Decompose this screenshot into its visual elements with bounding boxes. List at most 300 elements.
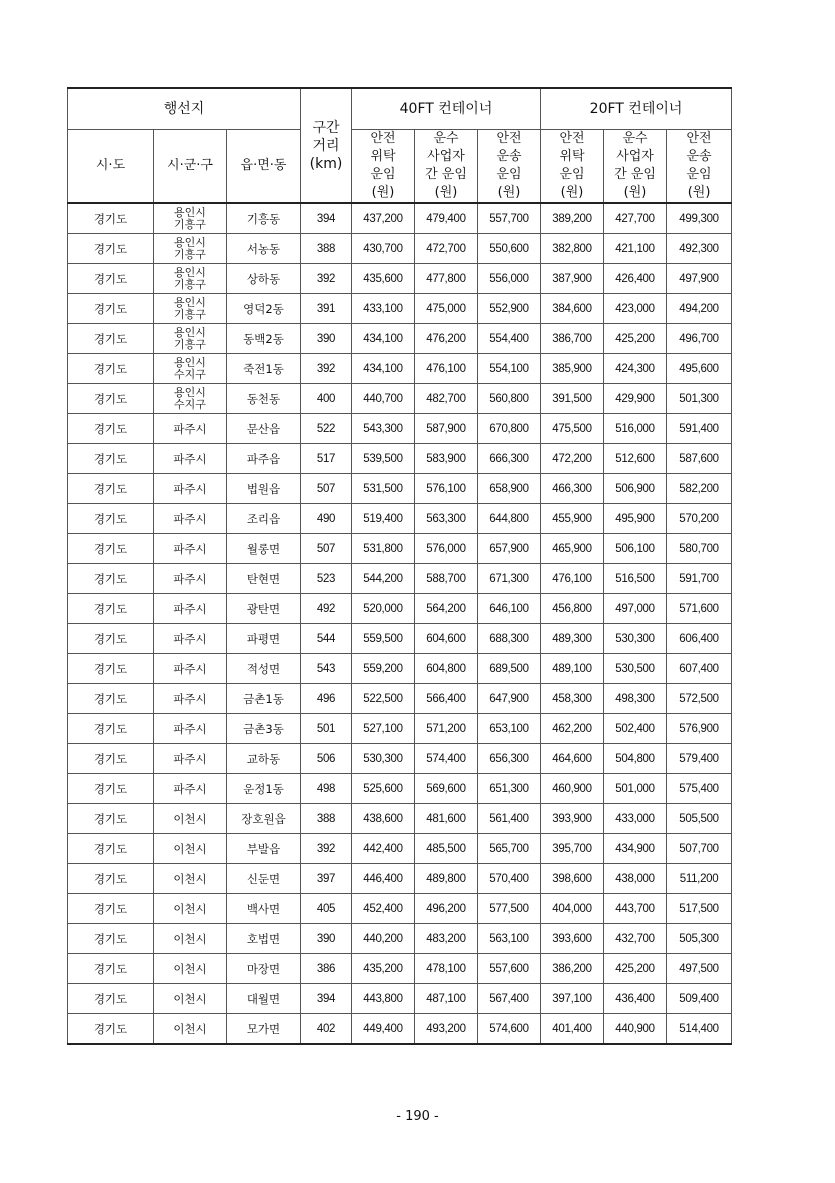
table-row bbox=[68, 414, 732, 444]
ft20-between-rate-cell: 426,400 bbox=[604, 264, 667, 294]
distance-cell: 490 bbox=[301, 504, 352, 534]
ft40-consign-rate-cell: 522,500 bbox=[352, 684, 415, 714]
distance-cell: 501 bbox=[301, 714, 352, 744]
ft40-between-rate-cell: 478,100 bbox=[415, 954, 478, 984]
sigungu-cell: 이천시 bbox=[154, 894, 227, 924]
ft40-consign-rate-cell: 430,700 bbox=[352, 234, 415, 264]
ft40-between-rate-cell: 481,600 bbox=[415, 804, 478, 834]
eupmyeondong-cell: 장호원읍 bbox=[227, 804, 301, 834]
eupmyeondong-cell: 기흥동 bbox=[227, 203, 301, 234]
sido-cell: 경기도 bbox=[68, 504, 154, 534]
distance-cell: 544 bbox=[301, 624, 352, 654]
ft20-between-rate-cell: 497,000 bbox=[604, 594, 667, 624]
ft20-transport-rate-cell: 501,300 bbox=[667, 384, 732, 414]
sido-cell: 경기도 bbox=[68, 984, 154, 1014]
ft40-transport-rate-cell: 666,300 bbox=[478, 444, 541, 474]
ft20-between-rate-cell: 423,000 bbox=[604, 294, 667, 324]
sido-cell: 경기도 bbox=[68, 564, 154, 594]
ft20-consign-rate-cell: 386,700 bbox=[541, 324, 604, 354]
ft20-between-rate-cell: 438,000 bbox=[604, 864, 667, 894]
ft20-between-rate-cell: 429,900 bbox=[604, 384, 667, 414]
ft40-transport-rate-cell: 557,600 bbox=[478, 954, 541, 984]
ft40-between-rate-cell: 476,200 bbox=[415, 324, 478, 354]
table-row bbox=[68, 444, 732, 474]
eupmyeondong-cell: 월롱면 bbox=[227, 534, 301, 564]
ft40-between-rate-cell: 566,400 bbox=[415, 684, 478, 714]
ft40-transport-rate-cell: 688,300 bbox=[478, 624, 541, 654]
eupmyeondong-header: 읍·면·동 bbox=[227, 130, 301, 204]
sido-cell: 경기도 bbox=[68, 444, 154, 474]
distance-cell: 496 bbox=[301, 684, 352, 714]
ft20-consign-rate-cell: 393,600 bbox=[541, 924, 604, 954]
ft20-transport-rate-cell: 509,400 bbox=[667, 984, 732, 1014]
table-row bbox=[68, 324, 732, 354]
ft40-consign-rate-cell: 539,500 bbox=[352, 444, 415, 474]
ft20-between-rate-cell: 502,400 bbox=[604, 714, 667, 744]
ft40-consign-rate-cell: 443,800 bbox=[352, 984, 415, 1014]
sido-cell: 경기도 bbox=[68, 474, 154, 504]
eupmyeondong-cell: 부발읍 bbox=[227, 834, 301, 864]
sido-cell: 경기도 bbox=[68, 684, 154, 714]
sido-cell: 경기도 bbox=[68, 264, 154, 294]
ft40-transport-rate-cell: 567,400 bbox=[478, 984, 541, 1014]
ft40-between-rate-cell: 576,000 bbox=[415, 534, 478, 564]
ft40-between-rate-cell: 489,800 bbox=[415, 864, 478, 894]
table-row bbox=[68, 834, 732, 864]
ft20-transport-rate-cell: 492,300 bbox=[667, 234, 732, 264]
ft20-transport-rate-cell: 505,300 bbox=[667, 924, 732, 954]
eupmyeondong-cell: 파주읍 bbox=[227, 444, 301, 474]
ft40-consign-rate-cell: 452,400 bbox=[352, 894, 415, 924]
ft40-between-rate-cell: 476,100 bbox=[415, 354, 478, 384]
table-row bbox=[68, 684, 732, 714]
eupmyeondong-cell: 동천동 bbox=[227, 384, 301, 414]
sido-cell: 경기도 bbox=[68, 294, 154, 324]
sigungu-cell: 파주시 bbox=[154, 774, 227, 804]
sido-cell: 경기도 bbox=[68, 954, 154, 984]
table-row bbox=[68, 954, 732, 984]
ft20-consign-rate-cell: 385,900 bbox=[541, 354, 604, 384]
sido-cell: 경기도 bbox=[68, 864, 154, 894]
table-row bbox=[68, 534, 732, 564]
ft40-consign-rate-cell: 440,700 bbox=[352, 384, 415, 414]
ft40-consign-rate-cell: 435,200 bbox=[352, 954, 415, 984]
distance-cell: 405 bbox=[301, 894, 352, 924]
sido-cell: 경기도 bbox=[68, 324, 154, 354]
distance-cell: 507 bbox=[301, 534, 352, 564]
sigungu-cell: 파주시 bbox=[154, 624, 227, 654]
ft40-container-header: 40FT 컨테이너 bbox=[352, 88, 541, 130]
distance-cell: 523 bbox=[301, 564, 352, 594]
ft40-transport-rate-cell: 656,300 bbox=[478, 744, 541, 774]
eupmyeondong-cell: 광탄면 bbox=[227, 594, 301, 624]
eupmyeondong-cell: 탄현면 bbox=[227, 564, 301, 594]
ft40-between-rate-cell: 487,100 bbox=[415, 984, 478, 1014]
table-row bbox=[68, 384, 732, 414]
ft20-consign-rate-cell: 489,100 bbox=[541, 654, 604, 684]
distance-header: 구간 거리 (km) bbox=[301, 88, 352, 203]
ft20-between-rate-cell: 427,700 bbox=[604, 203, 667, 234]
ft40-between-rate-cell: 472,700 bbox=[415, 234, 478, 264]
ft40-between-rate-cell: 604,800 bbox=[415, 654, 478, 684]
eupmyeondong-cell: 교하동 bbox=[227, 744, 301, 774]
ft20-transport-rate-cell: 572,500 bbox=[667, 684, 732, 714]
table-row bbox=[68, 804, 732, 834]
ft40-transport-rate-cell: 647,900 bbox=[478, 684, 541, 714]
ft20-consign-rate-cell: 489,300 bbox=[541, 624, 604, 654]
distance-cell: 543 bbox=[301, 654, 352, 684]
ft40-between-rate-cell: 493,200 bbox=[415, 1014, 478, 1045]
table-row bbox=[68, 714, 732, 744]
ft20-consign-rate-cell: 382,800 bbox=[541, 234, 604, 264]
table-row bbox=[68, 203, 732, 234]
ft20-transport-rate-cell: 517,500 bbox=[667, 894, 732, 924]
distance-cell: 517 bbox=[301, 444, 352, 474]
ft40-consign-rate-cell: 531,800 bbox=[352, 534, 415, 564]
table-row bbox=[68, 294, 732, 324]
ft20-consign-rate-cell: 462,200 bbox=[541, 714, 604, 744]
ft40-transport-rate-cell: 689,500 bbox=[478, 654, 541, 684]
ft20-consign-rate-cell: 393,900 bbox=[541, 804, 604, 834]
ft40-between-rate-cell: 485,500 bbox=[415, 834, 478, 864]
sigungu-cell: 파주시 bbox=[154, 444, 227, 474]
eupmyeondong-cell: 법원읍 bbox=[227, 474, 301, 504]
ft20-between-rate-cell: 421,100 bbox=[604, 234, 667, 264]
sido-cell: 경기도 bbox=[68, 1014, 154, 1045]
ft20-transport-rate-cell: 571,600 bbox=[667, 594, 732, 624]
eupmyeondong-cell: 신둔면 bbox=[227, 864, 301, 894]
ft20-transport-rate-cell: 591,700 bbox=[667, 564, 732, 594]
ft20-consign-rate-cell: 458,300 bbox=[541, 684, 604, 714]
sigungu-cell: 파주시 bbox=[154, 594, 227, 624]
ft20-consign-rate-cell: 401,400 bbox=[541, 1014, 604, 1045]
ft40-transport-rate-cell: 646,100 bbox=[478, 594, 541, 624]
ft40-consign-rate-cell: 519,400 bbox=[352, 504, 415, 534]
sido-cell: 경기도 bbox=[68, 774, 154, 804]
distance-cell: 388 bbox=[301, 804, 352, 834]
sido-cell: 경기도 bbox=[68, 594, 154, 624]
sido-header: 시·도 bbox=[68, 130, 154, 204]
ft40-consign-rate-cell: 543,300 bbox=[352, 414, 415, 444]
ft40-consign-rate-cell: 527,100 bbox=[352, 714, 415, 744]
eupmyeondong-cell: 죽전1동 bbox=[227, 354, 301, 384]
ft20-consign-rate-cell: 397,100 bbox=[541, 984, 604, 1014]
ft20-consign-rate-cell: 391,500 bbox=[541, 384, 604, 414]
ft20-between-rate-header: 운수 사업자 간 운임 (원) bbox=[604, 130, 667, 204]
table-row bbox=[68, 894, 732, 924]
ft20-between-rate-cell: 424,300 bbox=[604, 354, 667, 384]
ft40-between-rate-cell: 496,200 bbox=[415, 894, 478, 924]
distance-cell: 392 bbox=[301, 834, 352, 864]
ft40-transport-rate-cell: 565,700 bbox=[478, 834, 541, 864]
eupmyeondong-cell: 금촌3동 bbox=[227, 714, 301, 744]
ft40-between-rate-cell: 563,300 bbox=[415, 504, 478, 534]
ft20-between-rate-cell: 506,100 bbox=[604, 534, 667, 564]
ft40-between-rate-cell: 587,900 bbox=[415, 414, 478, 444]
sigungu-cell: 파주시 bbox=[154, 414, 227, 444]
ft20-consign-rate-header: 안전 위탁 운임 (원) bbox=[541, 130, 604, 204]
eupmyeondong-cell: 백사면 bbox=[227, 894, 301, 924]
ft20-transport-rate-cell: 607,400 bbox=[667, 654, 732, 684]
distance-cell: 390 bbox=[301, 924, 352, 954]
ft40-transport-rate-cell: 556,000 bbox=[478, 264, 541, 294]
ft40-transport-rate-cell: 644,800 bbox=[478, 504, 541, 534]
ft20-consign-rate-cell: 466,300 bbox=[541, 474, 604, 504]
sigungu-header: 시·군·구 bbox=[154, 130, 227, 204]
ft40-transport-rate-cell: 651,300 bbox=[478, 774, 541, 804]
ft40-consign-rate-header: 안전 위탁 운임 (원) bbox=[352, 130, 415, 204]
ft20-consign-rate-cell: 456,800 bbox=[541, 594, 604, 624]
ft20-transport-rate-cell: 591,400 bbox=[667, 414, 732, 444]
ft20-between-rate-cell: 501,000 bbox=[604, 774, 667, 804]
ft20-consign-rate-cell: 398,600 bbox=[541, 864, 604, 894]
ft20-consign-rate-cell: 465,900 bbox=[541, 534, 604, 564]
ft40-transport-rate-cell: 574,600 bbox=[478, 1014, 541, 1045]
ft20-between-rate-cell: 516,000 bbox=[604, 414, 667, 444]
ft40-consign-rate-cell: 449,400 bbox=[352, 1014, 415, 1045]
freight-rate-table bbox=[67, 87, 732, 1045]
ft20-between-rate-cell: 440,900 bbox=[604, 1014, 667, 1045]
ft40-consign-rate-cell: 433,100 bbox=[352, 294, 415, 324]
ft40-between-rate-cell: 574,400 bbox=[415, 744, 478, 774]
sigungu-cell: 이천시 bbox=[154, 984, 227, 1014]
distance-cell: 391 bbox=[301, 294, 352, 324]
table-row bbox=[68, 984, 732, 1014]
sido-cell: 경기도 bbox=[68, 234, 154, 264]
ft20-between-rate-cell: 443,700 bbox=[604, 894, 667, 924]
sigungu-cell: 이천시 bbox=[154, 1014, 227, 1045]
ft40-transport-rate-cell: 554,400 bbox=[478, 324, 541, 354]
ft20-consign-rate-cell: 475,500 bbox=[541, 414, 604, 444]
ft40-transport-rate-cell: 561,400 bbox=[478, 804, 541, 834]
ft40-between-rate-cell: 604,600 bbox=[415, 624, 478, 654]
ft40-transport-rate-cell: 671,300 bbox=[478, 564, 541, 594]
distance-cell: 397 bbox=[301, 864, 352, 894]
sido-cell: 경기도 bbox=[68, 894, 154, 924]
ft40-between-rate-cell: 479,400 bbox=[415, 203, 478, 234]
sigungu-cell: 파주시 bbox=[154, 684, 227, 714]
sigungu-cell: 용인시 기흥구 bbox=[154, 234, 227, 264]
sido-cell: 경기도 bbox=[68, 744, 154, 774]
page-number: - 190 - bbox=[396, 1109, 439, 1124]
eupmyeondong-cell: 영덕2동 bbox=[227, 294, 301, 324]
eupmyeondong-cell: 문산읍 bbox=[227, 414, 301, 444]
table-row bbox=[68, 264, 732, 294]
ft40-between-rate-cell: 564,200 bbox=[415, 594, 478, 624]
ft40-transport-rate-cell: 570,400 bbox=[478, 864, 541, 894]
ft20-between-rate-cell: 432,700 bbox=[604, 924, 667, 954]
sido-cell: 경기도 bbox=[68, 534, 154, 564]
ft20-consign-rate-cell: 395,700 bbox=[541, 834, 604, 864]
ft40-between-rate-cell: 475,000 bbox=[415, 294, 478, 324]
ft20-consign-rate-cell: 476,100 bbox=[541, 564, 604, 594]
sigungu-cell: 파주시 bbox=[154, 534, 227, 564]
ft20-between-rate-cell: 498,300 bbox=[604, 684, 667, 714]
sido-cell: 경기도 bbox=[68, 624, 154, 654]
ft20-transport-rate-cell: 497,500 bbox=[667, 954, 732, 984]
ft40-transport-rate-cell: 563,100 bbox=[478, 924, 541, 954]
ft20-consign-rate-cell: 386,200 bbox=[541, 954, 604, 984]
ft40-consign-rate-cell: 434,100 bbox=[352, 324, 415, 354]
ft40-transport-rate-cell: 658,900 bbox=[478, 474, 541, 504]
table-row bbox=[68, 624, 732, 654]
ft20-transport-rate-cell: 570,200 bbox=[667, 504, 732, 534]
ft40-consign-rate-cell: 440,200 bbox=[352, 924, 415, 954]
ft20-transport-rate-cell: 582,200 bbox=[667, 474, 732, 504]
ft40-between-rate-cell: 569,600 bbox=[415, 774, 478, 804]
sigungu-cell: 이천시 bbox=[154, 864, 227, 894]
sido-cell: 경기도 bbox=[68, 203, 154, 234]
distance-cell: 498 bbox=[301, 774, 352, 804]
eupmyeondong-cell: 적성면 bbox=[227, 654, 301, 684]
sido-cell: 경기도 bbox=[68, 804, 154, 834]
table-row bbox=[68, 864, 732, 894]
table-row bbox=[68, 654, 732, 684]
sigungu-cell: 용인시 기흥구 bbox=[154, 203, 227, 234]
table-row bbox=[68, 234, 732, 264]
table-row bbox=[68, 1014, 732, 1045]
ft20-between-rate-cell: 433,000 bbox=[604, 804, 667, 834]
ft20-container-header: 20FT 컨테이너 bbox=[541, 88, 732, 130]
eupmyeondong-cell: 호법면 bbox=[227, 924, 301, 954]
eupmyeondong-cell: 운정1동 bbox=[227, 774, 301, 804]
sigungu-cell: 용인시 수지구 bbox=[154, 384, 227, 414]
ft20-consign-rate-cell: 384,600 bbox=[541, 294, 604, 324]
ft20-transport-rate-cell: 587,600 bbox=[667, 444, 732, 474]
ft20-between-rate-cell: 495,900 bbox=[604, 504, 667, 534]
table-body bbox=[68, 203, 732, 1044]
eupmyeondong-cell: 파평면 bbox=[227, 624, 301, 654]
distance-cell: 506 bbox=[301, 744, 352, 774]
ft20-consign-rate-cell: 387,900 bbox=[541, 264, 604, 294]
ft20-between-rate-cell: 516,500 bbox=[604, 564, 667, 594]
ft40-consign-rate-cell: 435,600 bbox=[352, 264, 415, 294]
ft20-transport-rate-header: 안전 운송 운임 (원) bbox=[667, 130, 732, 204]
ft40-between-rate-cell: 576,100 bbox=[415, 474, 478, 504]
ft40-transport-rate-header: 안전 운송 운임 (원) bbox=[478, 130, 541, 204]
table-row bbox=[68, 564, 732, 594]
eupmyeondong-cell: 서농동 bbox=[227, 234, 301, 264]
ft20-consign-rate-cell: 404,000 bbox=[541, 894, 604, 924]
distance-cell: 392 bbox=[301, 264, 352, 294]
eupmyeondong-cell: 상하동 bbox=[227, 264, 301, 294]
ft40-consign-rate-cell: 530,300 bbox=[352, 744, 415, 774]
ft20-between-rate-cell: 512,600 bbox=[604, 444, 667, 474]
ft40-between-rate-cell: 477,800 bbox=[415, 264, 478, 294]
sigungu-cell: 파주시 bbox=[154, 474, 227, 504]
sigungu-cell: 파주시 bbox=[154, 744, 227, 774]
sigungu-cell: 용인시 기흥구 bbox=[154, 294, 227, 324]
ft20-transport-rate-cell: 494,200 bbox=[667, 294, 732, 324]
sigungu-cell: 이천시 bbox=[154, 834, 227, 864]
ft40-transport-rate-cell: 560,800 bbox=[478, 384, 541, 414]
sigungu-cell: 용인시 기흥구 bbox=[154, 324, 227, 354]
ft20-transport-rate-cell: 505,500 bbox=[667, 804, 732, 834]
ft40-transport-rate-cell: 552,900 bbox=[478, 294, 541, 324]
ft20-between-rate-cell: 506,900 bbox=[604, 474, 667, 504]
distance-cell: 386 bbox=[301, 954, 352, 984]
distance-cell: 392 bbox=[301, 354, 352, 384]
ft20-transport-rate-cell: 497,900 bbox=[667, 264, 732, 294]
eupmyeondong-cell: 마장면 bbox=[227, 954, 301, 984]
distance-cell: 394 bbox=[301, 984, 352, 1014]
sigungu-cell: 파주시 bbox=[154, 504, 227, 534]
ft20-transport-rate-cell: 495,600 bbox=[667, 354, 732, 384]
ft40-consign-rate-cell: 520,000 bbox=[352, 594, 415, 624]
ft20-between-rate-cell: 425,200 bbox=[604, 954, 667, 984]
sido-cell: 경기도 bbox=[68, 384, 154, 414]
ft40-transport-rate-cell: 550,600 bbox=[478, 234, 541, 264]
ft40-consign-rate-cell: 559,200 bbox=[352, 654, 415, 684]
distance-cell: 522 bbox=[301, 414, 352, 444]
distance-cell: 400 bbox=[301, 384, 352, 414]
ft40-transport-rate-cell: 653,100 bbox=[478, 714, 541, 744]
eupmyeondong-cell: 모가면 bbox=[227, 1014, 301, 1045]
ft20-transport-rate-cell: 576,900 bbox=[667, 714, 732, 744]
ft20-between-rate-cell: 504,800 bbox=[604, 744, 667, 774]
ft40-consign-rate-cell: 437,200 bbox=[352, 203, 415, 234]
ft20-transport-rate-cell: 514,400 bbox=[667, 1014, 732, 1045]
ft20-transport-rate-cell: 579,400 bbox=[667, 744, 732, 774]
eupmyeondong-cell: 대월면 bbox=[227, 984, 301, 1014]
ft40-between-rate-cell: 588,700 bbox=[415, 564, 478, 594]
distance-cell: 388 bbox=[301, 234, 352, 264]
table-row bbox=[68, 924, 732, 954]
ft20-between-rate-cell: 425,200 bbox=[604, 324, 667, 354]
sido-cell: 경기도 bbox=[68, 924, 154, 954]
distance-cell: 492 bbox=[301, 594, 352, 624]
table-row bbox=[68, 474, 732, 504]
ft20-transport-rate-cell: 575,400 bbox=[667, 774, 732, 804]
ft40-consign-rate-cell: 531,500 bbox=[352, 474, 415, 504]
sigungu-cell: 이천시 bbox=[154, 924, 227, 954]
ft20-between-rate-cell: 530,500 bbox=[604, 654, 667, 684]
sigungu-cell: 이천시 bbox=[154, 804, 227, 834]
ft40-between-rate-header: 운수 사업자 간 운임 (원) bbox=[415, 130, 478, 204]
sido-cell: 경기도 bbox=[68, 714, 154, 744]
destination-header: 행선지 bbox=[68, 88, 301, 130]
ft20-transport-rate-cell: 496,700 bbox=[667, 324, 732, 354]
sido-cell: 경기도 bbox=[68, 834, 154, 864]
ft40-between-rate-cell: 483,200 bbox=[415, 924, 478, 954]
ft20-consign-rate-cell: 460,900 bbox=[541, 774, 604, 804]
eupmyeondong-cell: 동백2동 bbox=[227, 324, 301, 354]
ft20-consign-rate-cell: 455,900 bbox=[541, 504, 604, 534]
sigungu-cell: 파주시 bbox=[154, 654, 227, 684]
ft40-transport-rate-cell: 554,100 bbox=[478, 354, 541, 384]
ft40-transport-rate-cell: 577,500 bbox=[478, 894, 541, 924]
table-row bbox=[68, 594, 732, 624]
ft20-between-rate-cell: 530,300 bbox=[604, 624, 667, 654]
distance-cell: 507 bbox=[301, 474, 352, 504]
ft40-consign-rate-cell: 559,500 bbox=[352, 624, 415, 654]
sido-cell: 경기도 bbox=[68, 354, 154, 384]
ft40-consign-rate-cell: 544,200 bbox=[352, 564, 415, 594]
sigungu-cell: 용인시 수지구 bbox=[154, 354, 227, 384]
ft40-between-rate-cell: 482,700 bbox=[415, 384, 478, 414]
ft40-transport-rate-cell: 557,700 bbox=[478, 203, 541, 234]
ft40-between-rate-cell: 583,900 bbox=[415, 444, 478, 474]
table-row bbox=[68, 504, 732, 534]
ft20-between-rate-cell: 436,400 bbox=[604, 984, 667, 1014]
distance-cell: 394 bbox=[301, 203, 352, 234]
eupmyeondong-cell: 금촌1동 bbox=[227, 684, 301, 714]
ft20-transport-rate-cell: 499,300 bbox=[667, 203, 732, 234]
ft40-transport-rate-cell: 670,800 bbox=[478, 414, 541, 444]
table-row bbox=[68, 744, 732, 774]
sigungu-cell: 용인시 기흥구 bbox=[154, 264, 227, 294]
sido-cell: 경기도 bbox=[68, 654, 154, 684]
